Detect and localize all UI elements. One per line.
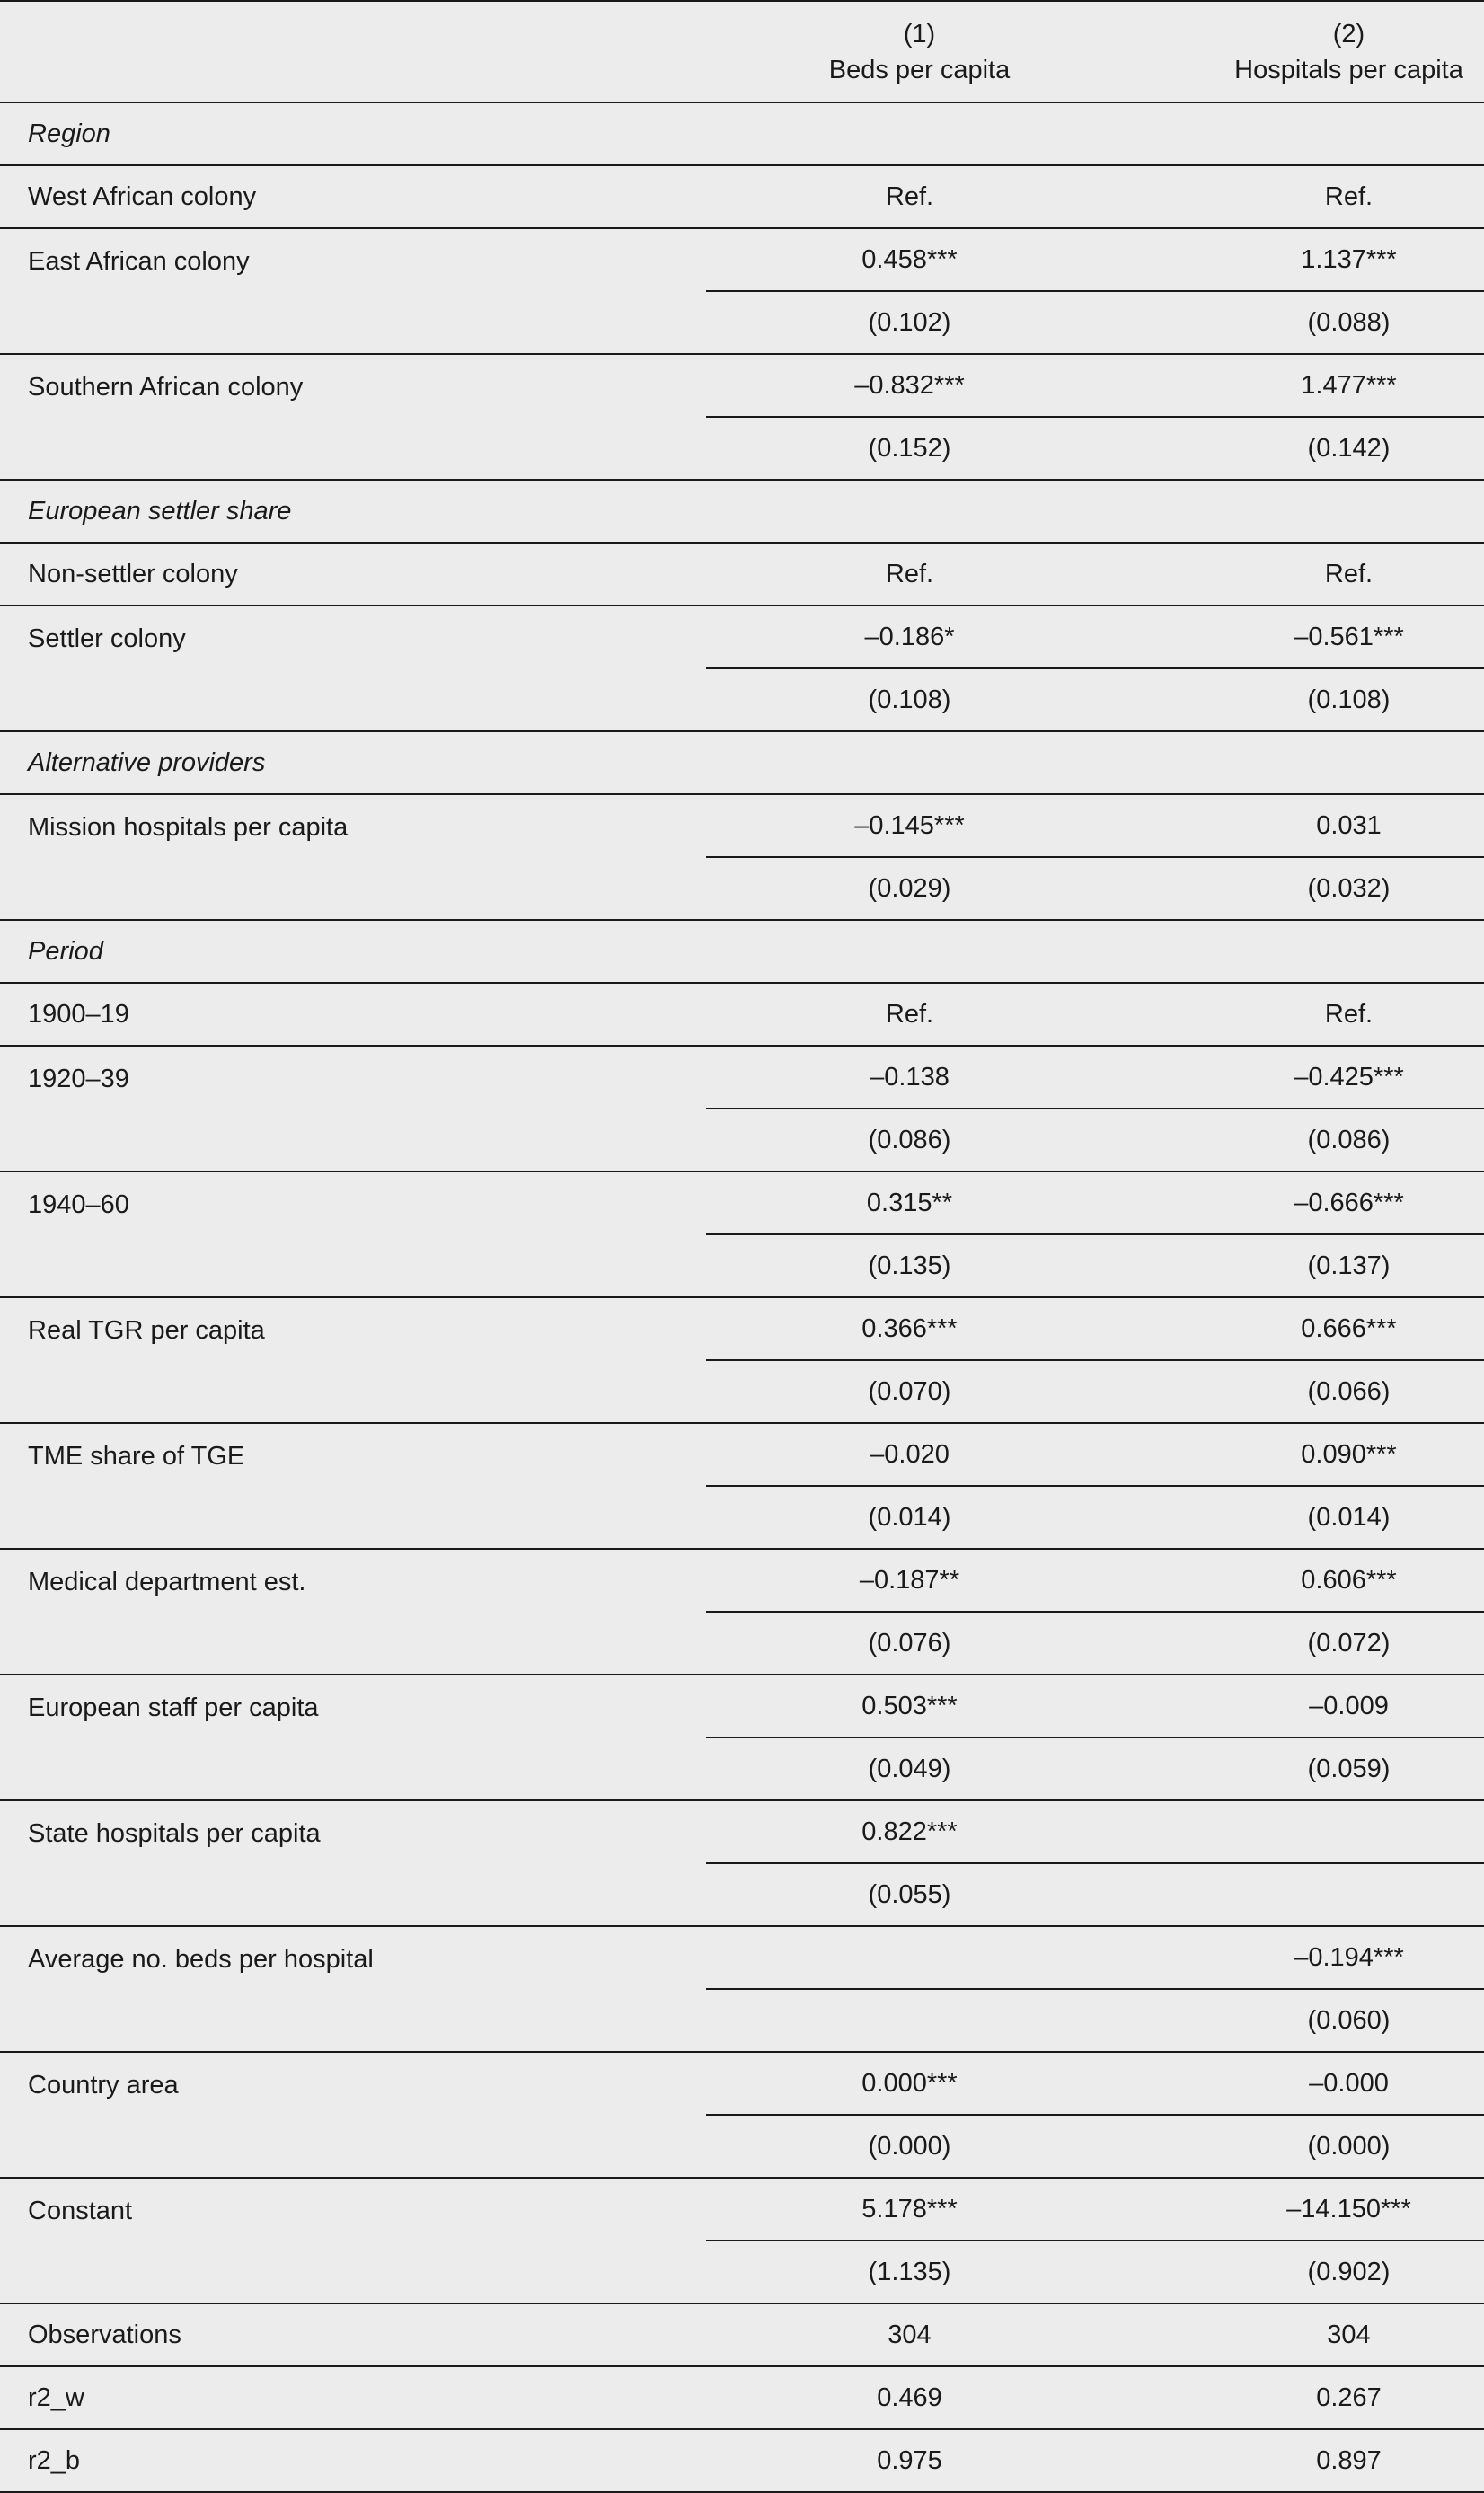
col2-coefficient: 0.606*** <box>1133 1549 1484 1612</box>
col2-coefficient: 1.137*** <box>1133 228 1484 291</box>
row-label: 1900–19 <box>0 983 706 1046</box>
col2-value: 0.267 <box>1133 2366 1484 2429</box>
col1-coefficient: –0.832*** <box>706 354 1133 417</box>
row-label: State hospitals per capita <box>0 1800 706 1926</box>
col1-coefficient: –0.186* <box>706 606 1133 668</box>
header-col1-number: (1) <box>903 19 936 49</box>
col2-coefficient: –0.194*** <box>1133 1926 1484 1989</box>
table-row <box>0 543 1484 606</box>
col1-coefficient: 0.366*** <box>706 1297 1133 1360</box>
section-label: Alternative providers <box>0 731 706 794</box>
table-row <box>0 165 1484 228</box>
col2-coefficient: 0.666*** <box>1133 1297 1484 1360</box>
col1-coefficient: 0.315** <box>706 1171 1133 1234</box>
col2-coefficient: 0.031 <box>1133 794 1484 857</box>
header-col1 <box>706 1 1133 102</box>
col1-coefficient: 0.503*** <box>706 1675 1133 1737</box>
section-label: Period <box>0 920 706 983</box>
col2-standard-error: (0.108) <box>1133 668 1484 731</box>
col2-value: 0.897 <box>1133 2429 1484 2492</box>
coefficient-row <box>0 1675 1484 1737</box>
col2-value: Ref. <box>1133 983 1484 1046</box>
col2-standard-error: (0.059) <box>1133 1737 1484 1800</box>
col1-standard-error: (0.014) <box>706 1486 1133 1549</box>
col2-standard-error: (0.902) <box>1133 2241 1484 2303</box>
col1-standard-error: (1.135) <box>706 2241 1133 2303</box>
col1-coefficient: –0.020 <box>706 1423 1133 1486</box>
coefficient-row <box>0 1297 1484 1360</box>
row-label: Medical department est. <box>0 1549 706 1675</box>
col1-value: Ref. <box>706 543 1133 606</box>
col2-standard-error: (0.137) <box>1133 1234 1484 1297</box>
col1-standard-error: (0.049) <box>706 1737 1133 1800</box>
col1-coefficient: 0.458*** <box>706 228 1133 291</box>
empty-cell <box>706 731 1133 794</box>
col1-coefficient: 0.000*** <box>706 2052 1133 2115</box>
col2-coefficient: –0.000 <box>1133 2052 1484 2115</box>
table-row <box>0 2303 1484 2366</box>
header-col1-name: Beds per capita <box>828 55 1011 84</box>
row-label: r2_w <box>0 2366 706 2429</box>
table-row <box>0 2366 1484 2429</box>
col2-standard-error: (0.032) <box>1133 857 1484 920</box>
col1-coefficient: –0.187** <box>706 1549 1133 1612</box>
col2-standard-error <box>1133 1863 1484 1926</box>
col1-value: 0.469 <box>706 2366 1133 2429</box>
empty-cell <box>1133 920 1484 983</box>
col1-standard-error <box>706 1989 1133 2052</box>
col1-coefficient: 0.822*** <box>706 1800 1133 1863</box>
col1-coefficient: 5.178*** <box>706 2178 1133 2241</box>
section-header-row <box>0 480 1484 543</box>
coefficient-row <box>0 354 1484 417</box>
section-header-row <box>0 920 1484 983</box>
col1-standard-error: (0.108) <box>706 668 1133 731</box>
row-label: Constant <box>0 2178 706 2303</box>
row-label: 1940–60 <box>0 1171 706 1297</box>
col1-value: Ref. <box>706 983 1133 1046</box>
col2-coefficient: 1.477*** <box>1133 354 1484 417</box>
row-label: Settler colony <box>0 606 706 731</box>
empty-cell <box>706 102 1133 165</box>
col2-standard-error: (0.072) <box>1133 1612 1484 1675</box>
col1-standard-error: (0.029) <box>706 857 1133 920</box>
row-label: East African colony <box>0 228 706 354</box>
col2-coefficient: –0.666*** <box>1133 1171 1484 1234</box>
col2-coefficient: 0.090*** <box>1133 1423 1484 1486</box>
empty-cell <box>1133 731 1484 794</box>
col2-standard-error: (0.060) <box>1133 1989 1484 2052</box>
coefficient-row <box>0 1046 1484 1109</box>
col1-standard-error: (0.000) <box>706 2115 1133 2178</box>
col1-value: Ref. <box>706 165 1133 228</box>
col2-coefficient: –0.009 <box>1133 1675 1484 1737</box>
col2-standard-error: (0.000) <box>1133 2115 1484 2178</box>
col1-value: 0.975 <box>706 2429 1133 2492</box>
col1-coefficient: –0.145*** <box>706 794 1133 857</box>
coefficient-row <box>0 1800 1484 1863</box>
header-col2 <box>1133 1 1484 102</box>
col2-standard-error: (0.014) <box>1133 1486 1484 1549</box>
col1-standard-error: (0.086) <box>706 1109 1133 1171</box>
header-col2-number: (2) <box>1332 19 1365 49</box>
table-row <box>0 2429 1484 2492</box>
coefficient-row <box>0 1423 1484 1486</box>
section-label: European settler share <box>0 480 706 543</box>
table-body <box>0 102 1484 2492</box>
col2-standard-error: (0.088) <box>1133 291 1484 354</box>
col2-standard-error: (0.142) <box>1133 417 1484 480</box>
row-label: Country area <box>0 2052 706 2178</box>
row-label: European staff per capita <box>0 1675 706 1800</box>
section-header-row <box>0 102 1484 165</box>
coefficient-row <box>0 2178 1484 2241</box>
col2-value: Ref. <box>1133 543 1484 606</box>
col1-standard-error: (0.055) <box>706 1863 1133 1926</box>
col2-standard-error: (0.086) <box>1133 1109 1484 1171</box>
row-label: Observations <box>0 2303 706 2366</box>
row-label: Non-settler colony <box>0 543 706 606</box>
row-label: West African colony <box>0 165 706 228</box>
header-row <box>0 1 1484 102</box>
header-label-cell <box>0 1 706 102</box>
col1-standard-error: (0.076) <box>706 1612 1133 1675</box>
row-label: Average no. beds per hospital <box>0 1926 706 2052</box>
col2-value: Ref. <box>1133 165 1484 228</box>
coefficient-row <box>0 1549 1484 1612</box>
row-label: 1920–39 <box>0 1046 706 1171</box>
col1-coefficient: –0.138 <box>706 1046 1133 1109</box>
coefficient-row <box>0 1171 1484 1234</box>
coefficient-row <box>0 228 1484 291</box>
empty-cell <box>1133 102 1484 165</box>
row-label: Mission hospitals per capita <box>0 794 706 920</box>
col1-standard-error: (0.152) <box>706 417 1133 480</box>
empty-cell <box>706 480 1133 543</box>
col1-standard-error: (0.070) <box>706 1360 1133 1423</box>
col2-coefficient <box>1133 1800 1484 1863</box>
row-label: Real TGR per capita <box>0 1297 706 1423</box>
section-header-row <box>0 731 1484 794</box>
col2-coefficient: –0.561*** <box>1133 606 1484 668</box>
col1-coefficient <box>706 1926 1133 1989</box>
coefficient-row <box>0 1926 1484 1989</box>
empty-cell <box>1133 480 1484 543</box>
coefficient-row <box>0 2052 1484 2115</box>
section-label: Region <box>0 102 706 165</box>
row-label: Southern African colony <box>0 354 706 480</box>
row-label: TME share of TGE <box>0 1423 706 1549</box>
col2-standard-error: (0.066) <box>1133 1360 1484 1423</box>
col2-coefficient: –14.150*** <box>1133 2178 1484 2241</box>
row-label: r2_b <box>0 2429 706 2492</box>
header-col2-name: Hospitals per capita <box>1234 55 1463 84</box>
coefficient-row <box>0 794 1484 857</box>
col1-standard-error: (0.135) <box>706 1234 1133 1297</box>
col2-value: 304 <box>1133 2303 1484 2366</box>
table-row <box>0 983 1484 1046</box>
col1-value: 304 <box>706 2303 1133 2366</box>
empty-cell <box>706 920 1133 983</box>
coefficient-row <box>0 606 1484 668</box>
col1-standard-error: (0.102) <box>706 291 1133 354</box>
col2-coefficient: –0.425*** <box>1133 1046 1484 1109</box>
